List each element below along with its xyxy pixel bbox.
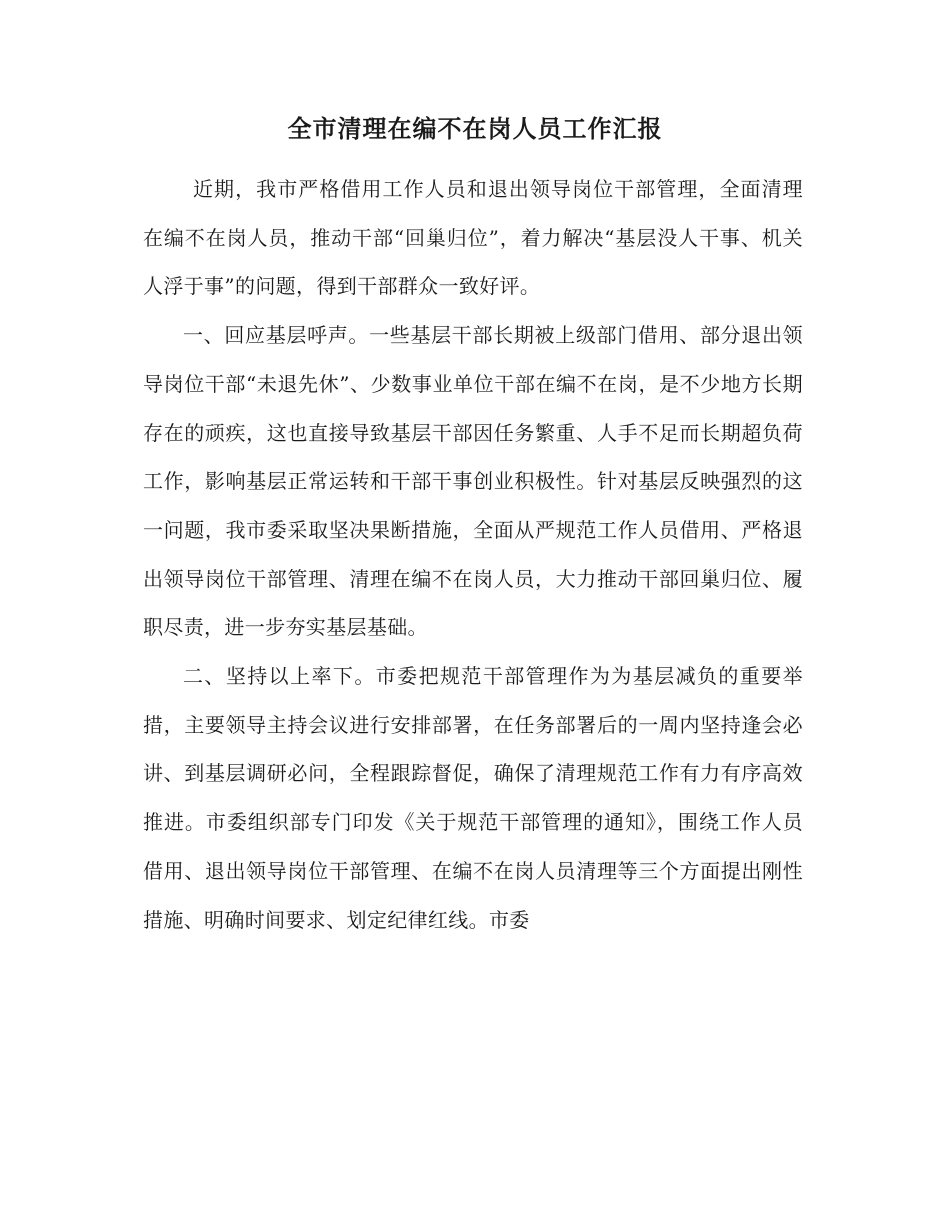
paragraph-intro: 近期，我市严格借用工作人员和退出领导岗位干部管理，全面清理在编不在岗人员，推动干部“回巢归位”，着力解决“基层没人干事、机关人浮于事”的问题，得到干部群众一致好评。 <box>143 177 803 299</box>
paragraph-section-2: 二、坚持以上率下。市委把规范干部管理作为为基层减负的重要举措，主要领导主持会议进行安排部署，在任务部署后的一周内坚持逢会必讲、到基层调研必问，全程跟踪督促，确保了清理规范工作有力有序高效推进。市委组织部专门印发《关于规范干部管理的通知》，围绕工作人员借用、退出领导岗位干部管理、在编不在岗人员清理等三个方面提出刚性措施、明确时间要求、划定纪律红线。市委 <box>143 664 803 932</box>
document-title: 全市清理在编不在岗人员工作汇报 <box>287 114 663 143</box>
document-body <box>143 165 803 944</box>
paragraph-section-1: 一、回应基层呼声。一些基层干部长期被上级部门借用、部分退出领导岗位干部“未退先休”、少数事业单位干部在编不在岗，是不少地方长期存在的顽疾，这也直接导致基层干部因任务繁重、人手不足而长期超负荷工作，影响基层正常运转和干部干事创业积极性。针对基层反映强烈的这一问题，我市委采取坚决果断措施，全面从严规范工作人员借用、严格退出领导岗位干部管理、清理在编不在岗人员，大力推动干部回巢归位、履职尽责，进一步夯实基层基础。 <box>143 323 803 640</box>
